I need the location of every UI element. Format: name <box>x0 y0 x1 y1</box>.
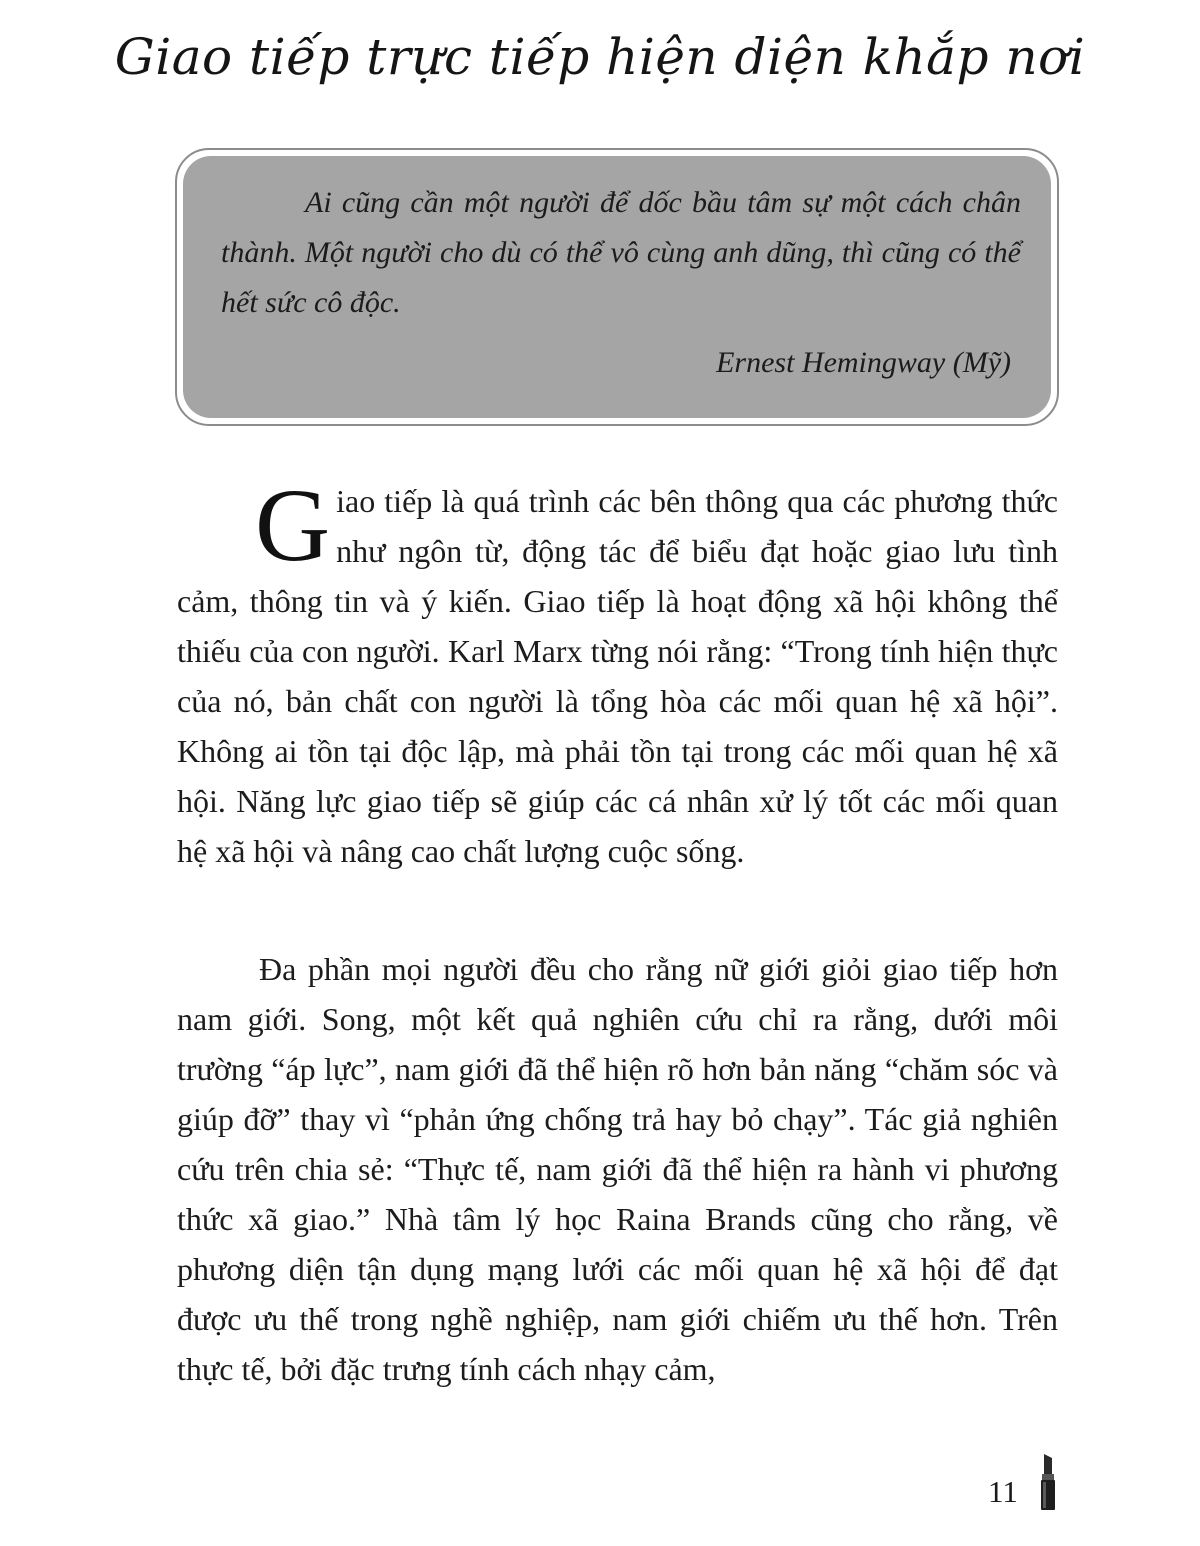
quote-author: Ernest Hemingway (Mỹ) <box>716 346 1011 379</box>
quote-box <box>175 148 1059 426</box>
body-paragraph-1-text: iao tiếp là quá trình các bên thông qua các phương thức như ngôn từ, động tác để biểu đạt hoặc giao lưu tình cảm, thông tin và ý kiến. Giao tiếp là hoạt động xã hội không thể thiếu của con người. Karl Marx từng nói rằng: “Trong tính hiện thực của nó, bản chất con người là tổng hòa các mối quan hệ xã hội”. Không ai tồn tại độc lập, mà phải tồn tại trong các mối quan hệ xã hội. Năng lực giao tiếp sẽ giúp các cá nhân xử lý tốt các mối quan hệ xã hội và nâng cao chất lượng cuộc sống. <box>177 483 1058 869</box>
drop-cap: G <box>255 468 331 583</box>
body-paragraph-2: Đa phần mọi người đều cho rằng nữ giới giỏi giao tiếp hơn nam giới. Song, một kết quả nghiên cứu chỉ ra rằng, dưới môi trường “áp lực”, nam giới đã thể hiện rõ hơn bản năng “chăm sóc và giúp đỡ” thay vì “phản ứng chống trả hay bỏ chạy”. Tác giả nghiên cứu trên chia sẻ: “Thực tế, nam giới đã thể hiện ra hành vi phương thức xã giao.” Nhà tâm lý học Raina Brands cũng cho rằng, về phương diện tận dụng mạng lưới các mối quan hệ xã hội để đạt được ưu thế trong nghề nghiệp, nam giới chiếm ưu thế hơn. Trên thực tế, bởi đặc trưng tính cách nhạy cảm, <box>177 951 1058 1387</box>
page-number: 11 <box>988 1474 1018 1509</box>
page-title: Giao tiếp trực tiếp hiện diện khắp nơi <box>114 28 1086 86</box>
quote-box-fill <box>183 156 1051 418</box>
lipstick-icon <box>1037 1452 1059 1512</box>
body-paragraph-1 <box>177 468 1058 876</box>
quote-text: Ai cũng cần một người để dốc bầu tâm sự một cách chân thành. Một người cho dù có thể vô cùng anh dũng, thì cũng có thể hết sức cô độc. <box>221 186 1021 319</box>
